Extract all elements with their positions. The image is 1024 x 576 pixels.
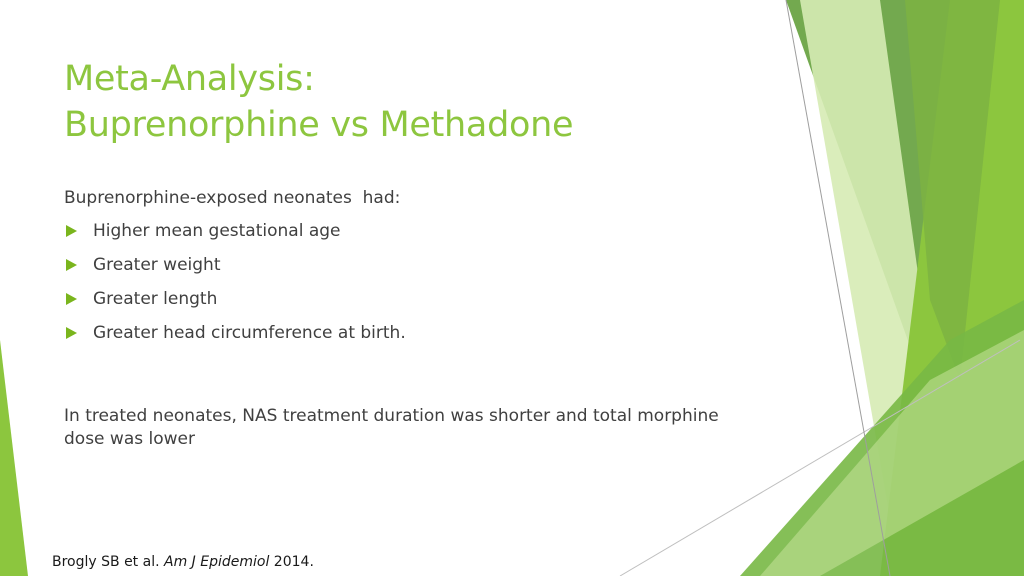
bullet-text: Greater length <box>93 289 218 309</box>
citation <box>52 552 314 572</box>
intro-text: Buprenorphine-exposed neonates had: <box>64 188 401 208</box>
bullet-text: Greater weight <box>93 255 221 275</box>
citation-authors: Brogly SB et al. <box>52 554 164 570</box>
citation-year: 2014. <box>269 554 314 570</box>
citation-journal: Am J Epidemiol <box>164 554 270 570</box>
slide-title <box>64 56 573 148</box>
triangle-right-icon <box>66 327 77 339</box>
bullet-text: Higher mean gestational age <box>93 221 341 241</box>
triangle-right-icon <box>66 293 77 305</box>
title-line-1: Meta-Analysis: <box>64 59 315 99</box>
title-line-2: Buprenorphine vs Methadone <box>64 105 574 145</box>
triangle-right-icon <box>66 225 77 237</box>
left-green-sliver <box>0 340 28 576</box>
triangle-right-icon <box>66 259 77 271</box>
bullet-text: Greater head circumference at birth. <box>93 323 406 343</box>
summary-paragraph: In treated neonates, NAS treatment duration was shorter and total morphine dose was lower <box>64 406 719 449</box>
